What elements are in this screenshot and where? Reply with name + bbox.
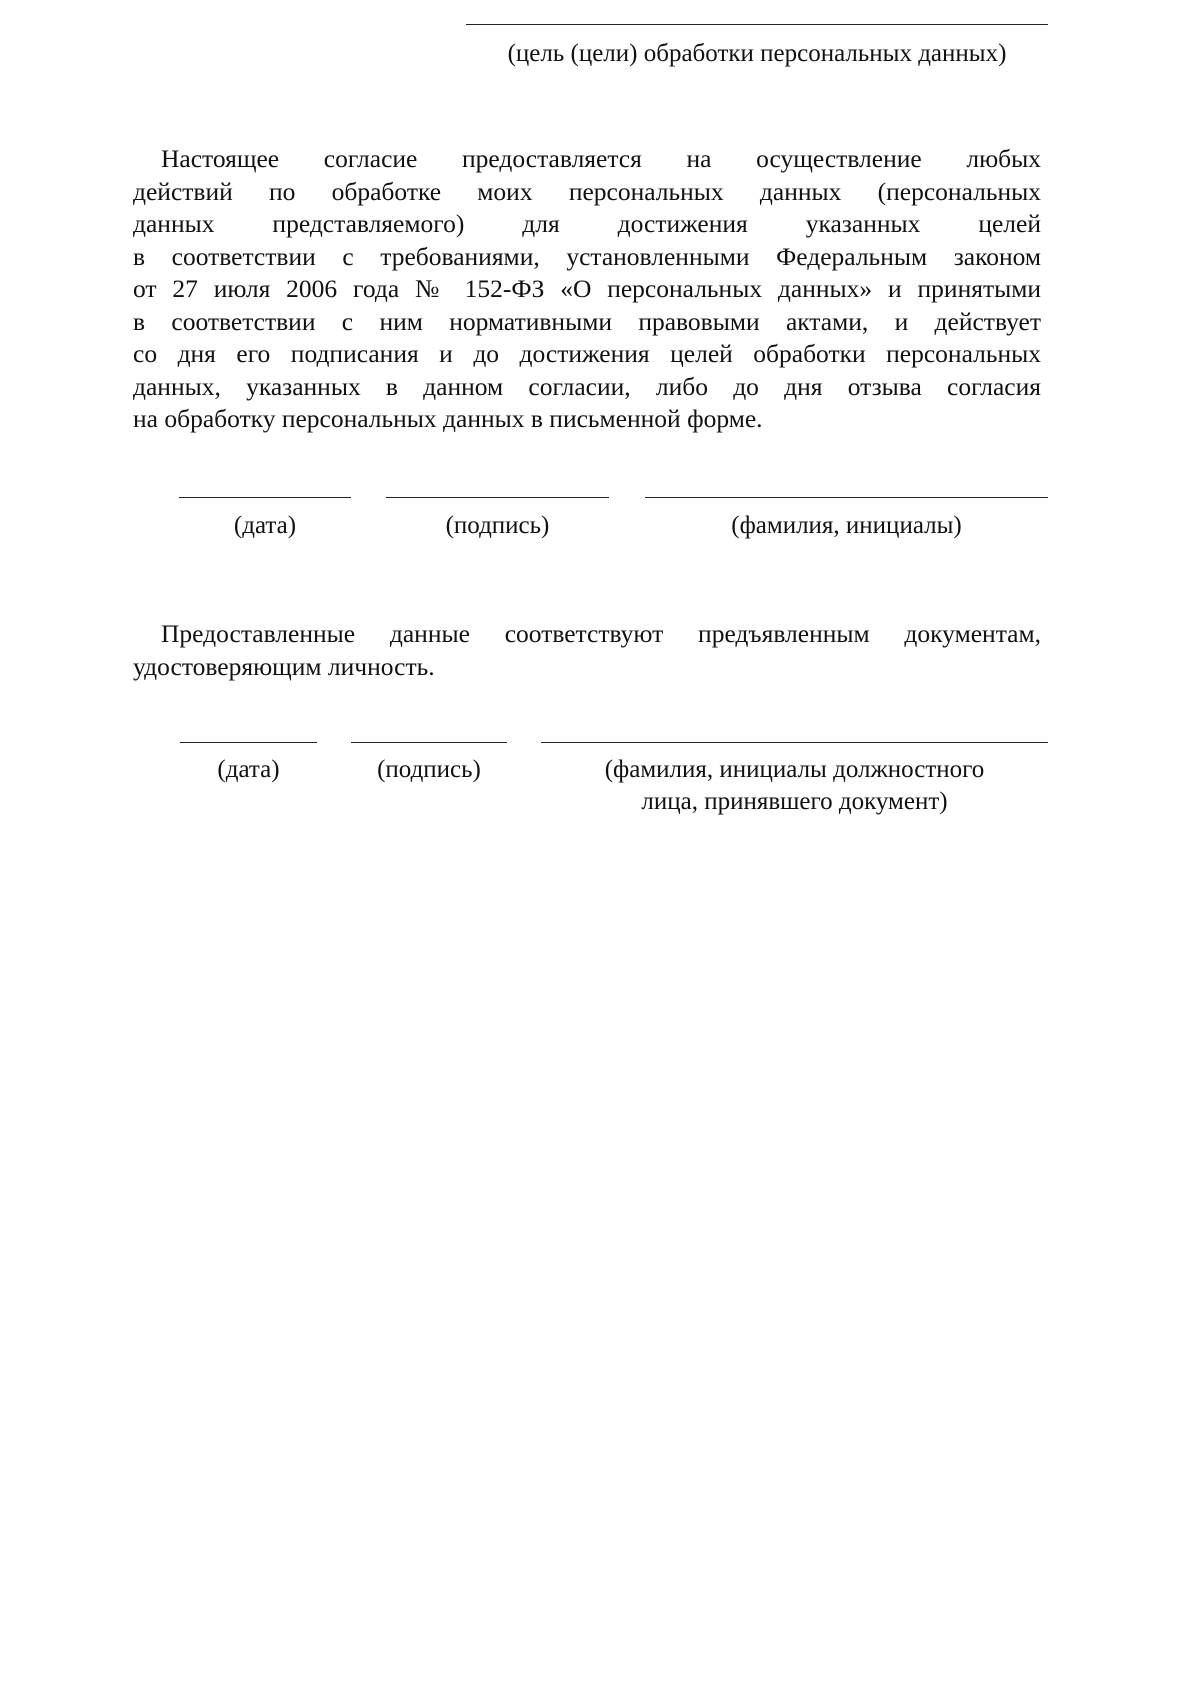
applicant-signature-line[interactable]	[386, 497, 609, 498]
applicant-date-caption: (дата)	[233, 512, 297, 539]
verification-line: удостоверяющим личность.	[133, 651, 435, 681]
consent-paragraph	[133, 143, 1041, 436]
consent-line: Настоящее согласие предоставляется на осуществление любых	[161, 144, 1041, 173]
applicant-date-line[interactable]	[179, 497, 351, 498]
consent-line: со дня его подписания и до достижения целей обработки персональных	[133, 339, 1041, 368]
consent-line: действий по обработке моих персональных данных (персональных	[133, 176, 1041, 206]
verification-paragraph	[133, 618, 1041, 683]
consent-line: на обработку персональных данных в письменной форме.	[133, 404, 763, 433]
official-date-line[interactable]	[180, 742, 317, 743]
consent-line: от 27 июля 2006 года № 152-ФЗ «О персональных данных» и принятыми	[133, 274, 1041, 303]
official-signature-line[interactable]	[351, 742, 507, 743]
official-signature-caption: (подпись)	[377, 756, 481, 783]
applicant-name-line[interactable]	[645, 497, 1048, 498]
official-name-caption-line: (фамилия, инициалы должностного	[604, 756, 985, 783]
official-name-caption	[541, 754, 1048, 818]
consent-line: в соответствии с требованиями, установленными Федеральным законом	[133, 241, 1041, 271]
purpose-field-caption: (цель (цели) обработки персональных данных)	[507, 40, 1007, 67]
official-name-line[interactable]	[541, 742, 1048, 743]
official-name-caption-line: лица, принявшего документ)	[641, 788, 948, 815]
purpose-field-line	[466, 24, 1048, 25]
applicant-name-caption: (фамилия, инициалы)	[731, 512, 962, 539]
applicant-signature-caption: (подпись)	[445, 512, 550, 539]
verification-line: Предоставленные данные соответствуют предъявленным документам,	[161, 619, 1041, 648]
consent-line: данных представляемого) для достижения указанных целей	[133, 209, 1041, 238]
consent-line: данных, указанных в данном согласии, либо до дня отзыва согласия	[133, 371, 1041, 401]
official-date-caption: (дата)	[217, 756, 280, 783]
consent-line: в соответствии с ним нормативными правовыми актами, и действует	[133, 306, 1041, 336]
